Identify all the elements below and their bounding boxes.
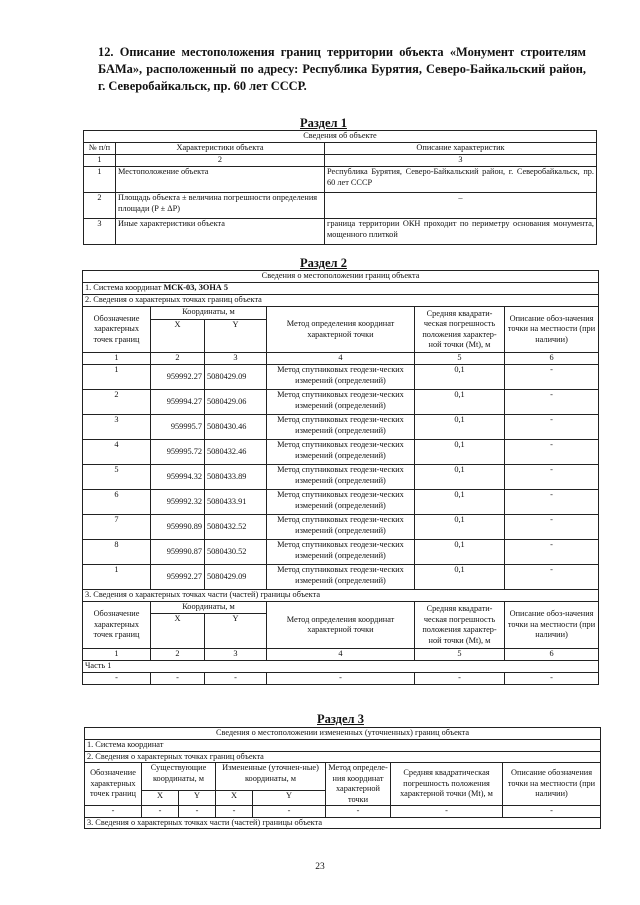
point-number: 7 <box>83 515 151 540</box>
point-x: 959990.87 <box>151 540 205 565</box>
section1-title: Раздел 1 <box>300 116 347 130</box>
row-name: Площадь объекта ± величина погрешности определения площади (P ± ΔP) <box>116 193 325 219</box>
point-number: 3 <box>83 415 151 440</box>
col-number: 3 <box>205 353 267 365</box>
row-desc: граница территории ОКН проходит по периметру основания монумента, мощенного плиткой <box>325 219 597 245</box>
header-description: Описание характеристик <box>325 143 597 155</box>
point-number: 1 <box>83 365 151 390</box>
section3-part-caption: 3. Сведения о характерных точках части (частей) границы объекта <box>85 817 601 829</box>
point-number: 4 <box>83 440 151 465</box>
s3-cell: - <box>326 806 391 818</box>
point-x: 959994.32 <box>151 465 205 490</box>
part-header-coordinates: Координаты, м <box>151 602 267 614</box>
header-error: Средняя квадрати-ческая погрешность положения характер-ной точки (Mt), м <box>415 307 505 353</box>
section3-table <box>84 727 601 829</box>
point-description: - <box>505 390 599 415</box>
point-y: 5080429.06 <box>205 390 267 415</box>
s3-header-description: Описание обозначения точки на местности (при наличии) <box>503 763 601 806</box>
table-row <box>84 193 597 219</box>
part-header-designation: Обозначение характерных точек границ <box>83 602 151 649</box>
point-number: 6 <box>83 490 151 515</box>
point-x: 959994.27 <box>151 390 205 415</box>
point-method: Метод спутниковых геодези-ческих измерений (определений) <box>267 390 415 415</box>
section3-caption: Сведения о местоположении измененных (уточненных) границ объекта <box>85 728 601 740</box>
point-x: 959995.7 <box>151 415 205 440</box>
point-description: - <box>505 490 599 515</box>
col-number: 5 <box>415 353 505 365</box>
table-row <box>83 565 599 590</box>
coordinate-system <box>83 283 599 295</box>
col-number: 5 <box>415 649 505 661</box>
point-error: 0,1 <box>415 490 505 515</box>
point-y: 5080429.09 <box>205 565 267 590</box>
point-method: Метод спутниковых геодези-ческих измерений (определений) <box>267 465 415 490</box>
table-row <box>83 490 599 515</box>
s3-cell: - <box>216 806 253 818</box>
section3-points-caption: 2. Сведения о характерных точках границ объекта <box>85 751 601 763</box>
part-cell: - <box>505 672 599 684</box>
part-header-x: X <box>151 614 205 649</box>
row-num: 3 <box>84 219 116 245</box>
point-error: 0,1 <box>415 540 505 565</box>
point-method: Метод спутниковых геодези-ческих измерений (определений) <box>267 440 415 465</box>
header-num: № п/п <box>84 143 116 155</box>
coordinate-system-label: 1. Система координат <box>85 283 164 292</box>
s3-cell: - <box>179 806 216 818</box>
part-header-y: Y <box>205 614 267 649</box>
point-number: 5 <box>83 465 151 490</box>
col-number: 6 <box>505 353 599 365</box>
col-number: 1 <box>84 155 116 167</box>
point-y: 5080430.52 <box>205 540 267 565</box>
s3-header-changed: Измененные (уточнен-ные) координаты, м <box>216 763 326 791</box>
point-error: 0,1 <box>415 390 505 415</box>
row-name: Иные характеристики объекта <box>116 219 325 245</box>
section3-title: Раздел 3 <box>317 712 364 726</box>
point-number: 8 <box>83 540 151 565</box>
s3-header-y: Y <box>253 791 326 806</box>
s3-cell: - <box>85 806 142 818</box>
point-description: - <box>505 515 599 540</box>
point-number: 2 <box>83 390 151 415</box>
point-method: Метод спутниковых геодези-ческих измерений (определений) <box>267 415 415 440</box>
table-row <box>83 390 599 415</box>
table-row <box>84 219 597 245</box>
col-number: 4 <box>267 353 415 365</box>
part-cell: - <box>415 672 505 684</box>
page-number: 23 <box>315 862 325 872</box>
table-row <box>83 540 599 565</box>
row-desc: – <box>325 193 597 219</box>
part-cell: - <box>205 672 267 684</box>
col-number: 3 <box>325 155 597 167</box>
header-characteristic: Характеристики объекта <box>116 143 325 155</box>
table-row <box>83 415 599 440</box>
col-number: 6 <box>505 649 599 661</box>
point-description: - <box>505 465 599 490</box>
point-error: 0,1 <box>415 565 505 590</box>
table-row <box>83 465 599 490</box>
table-row <box>83 672 599 684</box>
s3-cell: - <box>142 806 179 818</box>
point-y: 5080433.91 <box>205 490 267 515</box>
s3-header-x: X <box>216 791 253 806</box>
point-description: - <box>505 440 599 465</box>
point-error: 0,1 <box>415 465 505 490</box>
point-method: Метод спутниковых геодези-ческих измерений (определений) <box>267 515 415 540</box>
point-x: 959992.27 <box>151 365 205 390</box>
point-description: - <box>505 415 599 440</box>
point-y: 5080429.09 <box>205 365 267 390</box>
col-number: 2 <box>151 649 205 661</box>
section1-table <box>83 130 597 245</box>
points-caption: 2. Сведения о характерных точках границ объекта <box>83 295 599 307</box>
table-row <box>83 440 599 465</box>
col-number: 2 <box>151 353 205 365</box>
s3-cell: - <box>253 806 326 818</box>
header-designation: Обозначение характерных точек границ <box>83 307 151 353</box>
point-method: Метод спутниковых геодези-ческих измерений (определений) <box>267 565 415 590</box>
part-header-point-description: Описание обоз-начения точки на местности (при наличии) <box>505 602 599 649</box>
part-cell: - <box>267 672 415 684</box>
section2-table <box>82 270 599 685</box>
row-num: 2 <box>84 193 116 219</box>
section2-title: Раздел 2 <box>300 256 347 270</box>
point-description: - <box>505 540 599 565</box>
point-method: Метод спутниковых геодези-ческих измерений (определений) <box>267 365 415 390</box>
table-row <box>83 365 599 390</box>
coordinate-system-value: МСК-03, ЗОНА 5 <box>163 283 228 292</box>
point-y: 5080432.52 <box>205 515 267 540</box>
s3-header-error: Средняя квадратическая погрешность положения характерной точки (Mt), м <box>391 763 503 806</box>
col-number: 1 <box>83 353 151 365</box>
point-description: - <box>505 565 599 590</box>
part-header-error: Средняя квадрати-ческая погрешность положения характер-ной точки (Mt), м <box>415 602 505 649</box>
s3-header-designation: Обозначение характерных точек границ <box>85 763 142 806</box>
point-error: 0,1 <box>415 440 505 465</box>
point-error: 0,1 <box>415 515 505 540</box>
point-x: 959990.89 <box>151 515 205 540</box>
point-error: 0,1 <box>415 365 505 390</box>
point-y: 5080432.46 <box>205 440 267 465</box>
header-y: Y <box>205 320 267 353</box>
point-method: Метод спутниковых геодези-ческих измерений (определений) <box>267 540 415 565</box>
s3-header-y: Y <box>179 791 216 806</box>
col-number: 1 <box>83 649 151 661</box>
point-x: 959992.27 <box>151 565 205 590</box>
point-y: 5080433.89 <box>205 465 267 490</box>
s3-header-method: Метод определе-ния координат характерной точки <box>326 763 391 806</box>
point-x: 959995.72 <box>151 440 205 465</box>
col-number: 3 <box>205 649 267 661</box>
section2-caption: Сведения о местоположении границ объекта <box>83 271 599 283</box>
row-num: 1 <box>84 167 116 193</box>
part-label: Часть 1 <box>83 661 599 673</box>
point-y: 5080430.46 <box>205 415 267 440</box>
section1-caption: Сведения об объекте <box>84 131 597 143</box>
point-number: 1 <box>83 565 151 590</box>
point-description: - <box>505 365 599 390</box>
part-points-caption: 3. Сведения о характерных точках части (частей) границы объекта <box>83 590 599 602</box>
point-x: 959992.32 <box>151 490 205 515</box>
point-error: 0,1 <box>415 415 505 440</box>
part-header-method: Метод определения координат характерной точки <box>267 602 415 649</box>
part-cell: - <box>151 672 205 684</box>
s3-cell: - <box>391 806 503 818</box>
document-heading: 12. Описание местоположения границ территории объекта «Монумент строителям БАМа», расположенный по адресу: Республика Бурятия, Северо-Байкальский район, г. Северобайкальск, пр. 60 лет СССР. <box>98 45 586 93</box>
s3-header-existing: Существующие координаты, м <box>142 763 216 791</box>
header-method: Метод определения координат характерной точки <box>267 307 415 353</box>
col-number: 4 <box>267 649 415 661</box>
row-name: Местоположение объекта <box>116 167 325 193</box>
point-method: Метод спутниковых геодези-ческих измерений (определений) <box>267 490 415 515</box>
header-point-description: Описание обоз-начения точки на местности (при наличии) <box>505 307 599 353</box>
table-row <box>84 167 597 193</box>
header-coordinates: Координаты, м <box>151 307 267 320</box>
section3-system: 1. Система координат <box>85 740 601 752</box>
table-row <box>85 806 601 818</box>
row-desc: Республика Бурятия, Северо-Байкальский район, г. Северобайкальск, пр. 60 лет СССР <box>325 167 597 193</box>
col-number: 2 <box>116 155 325 167</box>
table-row <box>83 515 599 540</box>
s3-header-x: X <box>142 791 179 806</box>
s3-cell: - <box>503 806 601 818</box>
part-cell: - <box>83 672 151 684</box>
header-x: X <box>151 320 205 353</box>
